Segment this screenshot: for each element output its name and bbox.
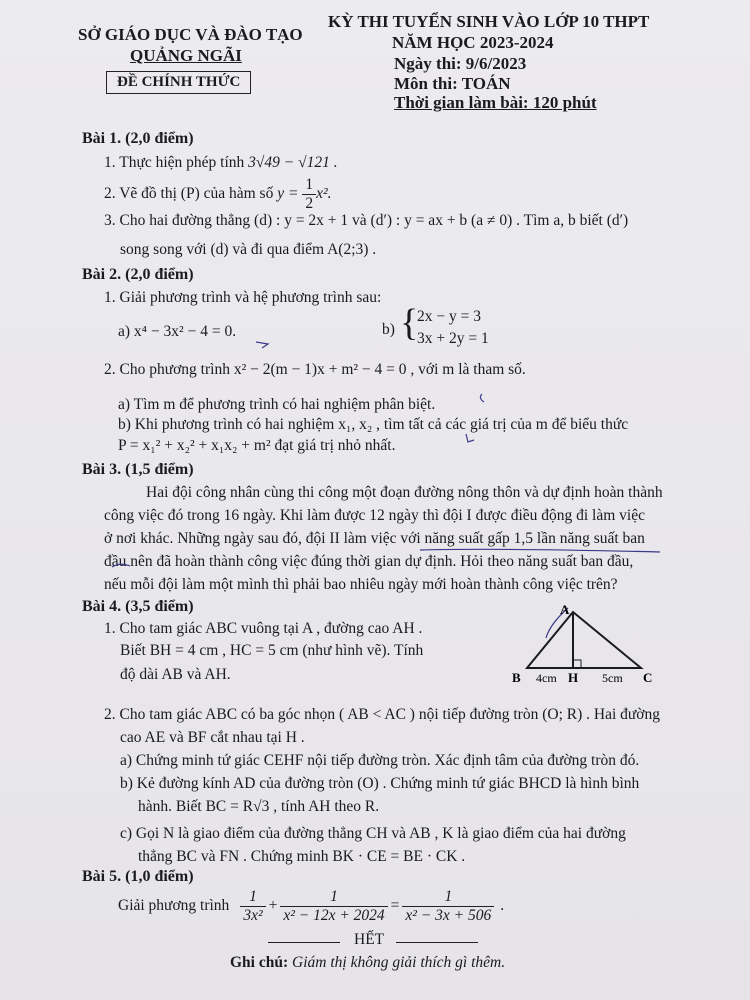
bai2-q2b-expr: P = x₁² + x₂² + x₁x₂ + m² đạt giá trị nhỏ nhất.: [118, 437, 396, 454]
pen-underline-1: [420, 549, 660, 552]
bai4-q1-line3: độ dài AB và AH.: [120, 666, 231, 683]
label-c: C: [643, 670, 653, 685]
bai3-line2: công việc đó trong 16 ngày. Khi làm được 12 ngày thì đội I được điều động đi làm việc: [104, 507, 645, 524]
bai4-q2b-line2: hành. Biết BC = R√3 , tính AH theo R.: [138, 798, 380, 815]
bai3-line4: đầu nên đã hoàn thành công việc đúng thời gian dự định. Hỏi theo năng suất ban đầu,: [104, 553, 634, 570]
label-hc: 5cm: [602, 671, 623, 685]
exam-duration: Thời gian làm bài: 120 phút: [394, 93, 597, 112]
bai5-equation: Giải phương trình $\frac{1}{\text{3x²}}$ + $\frac{1}{\text{x² − 12x + 2024}}$ = $\frac{1}{\text{x² − 3x + 506}}$ .: [118, 887, 505, 924]
bai1-q2: 2. Vẽ đồ thị (P) của hàm số y = $\frac{1}{2}$ x².: [104, 176, 332, 212]
bai4-q1-line2: Biết BH = 4 cm , HC = 5 cm (như hình vẽ). Tính: [120, 642, 424, 659]
end-text: HẾT: [354, 931, 385, 948]
bai2-eq1: 2x − y = 3: [417, 308, 481, 325]
bai2-q2: 2. Cho phương trình x² − 2(m − 1)x + m² − 4 = 0 , với m là tham số.: [104, 361, 526, 378]
bai4-q1-line1: 1. Cho tam giác ABC vuông tại A , đường cao AH .: [104, 620, 423, 637]
bai2-q1: 1. Giải phương trình và hệ phương trình sau:: [104, 289, 382, 306]
province-name: QUẢNG NGÃI: [130, 46, 242, 65]
label-h: H: [568, 670, 579, 685]
bai1-q3: 3. Cho hai đường thẳng (d) : y = 2x + 1 và (d′) : y = ax + b (a ≠ 0) . Tìm a, b biết (d′): [104, 212, 629, 229]
fraction: $\frac{1}{2}$: [302, 176, 316, 213]
bai2-q2a: a) Tìm m để phương trình có hai nghiệm phân biệt.: [118, 396, 436, 413]
pen-check-1: [256, 342, 268, 348]
fraction-3: $\frac{1}{\text{x² − 3x + 506}}$: [402, 888, 494, 925]
bai4-q2c-line2: thẳng BC và FN . Chứng minh BK · CE = BE · CK .: [138, 848, 466, 865]
bai4-q2c-line1: c) Gọi N là giao điểm của đường thẳng CH và AB , K là giao điểm của hai đường: [120, 825, 626, 842]
fraction-1: $\frac{1}{\text{3x²}}$: [240, 888, 265, 925]
pen-underline-2: [112, 564, 130, 567]
official-exam-label: ĐỀ CHÍNH THỨC: [106, 71, 251, 94]
bai3-line1: Hai đội công nhân cùng thi công một đoạn đường nông thôn và dự định hoàn thành: [146, 484, 663, 501]
bai2-q2b: b) Khi phương trình có hai nghiệm x₁, x₂ , tìm tất cả các giá trị của m để biểu thức: [118, 416, 629, 433]
school-year: NĂM HỌC 2023-2024: [392, 33, 554, 52]
bai4-q2b-line1: b) Kẻ đường kính AD của đường tròn (O) . Chứng minh tứ giác BHCD là hình bình: [120, 775, 640, 792]
system-brace: {: [400, 302, 419, 344]
label-b: B: [512, 670, 521, 685]
pen-check-2: [480, 394, 484, 402]
bai5-title: Bài 5. (1,0 điểm): [82, 868, 194, 885]
bai2-eq2: 3x + 2y = 1: [417, 330, 489, 347]
bai4-title: Bài 4. (3,5 điểm): [82, 598, 194, 615]
exam-name: KỲ THI TUYỂN SINH VÀO LỚP 10 THPT: [328, 12, 650, 31]
bai3-line3: ở nơi khác. Những ngày sau đó, đội II làm việc với năng suất gấp 1,5 lần năng suất ban: [104, 530, 645, 547]
bai2-title: Bài 2. (2,0 điểm): [82, 266, 194, 283]
footer-note: Ghi chú: Giám thị không giải thích gì thêm.: [230, 954, 506, 971]
bai4-q2-line2: cao AE và BF cắt nhau tại H .: [120, 729, 305, 746]
bai2-q1b-label: b): [382, 321, 395, 338]
bai1-q1: 1. Thực hiện phép tính 3√49 − √121 .: [104, 154, 338, 171]
label-a: A: [560, 602, 570, 617]
bai3-line5: nếu mỗi đội làm một mình thì phải bao nhiêu ngày mới hoàn thành công việc trên?: [104, 576, 618, 593]
bai3-title: Bài 3. (1,5 điểm): [82, 461, 194, 478]
pen-check-3: [466, 434, 474, 442]
bai4-q2-line1: 2. Cho tam giác ABC có ba góc nhọn ( AB < AC ) nội tiếp đường tròn (O; R) . Hai đường: [104, 706, 660, 723]
bai2-q1a: a) x⁴ − 3x² − 4 = 0.: [118, 323, 237, 340]
bai1-q3-cont: song song với (d) và đi qua điểm A(2;3) .: [120, 241, 377, 258]
bai1-title: Bài 1. (2,0 điểm): [82, 130, 194, 147]
fraction-2: $\frac{1}{\text{x² − 12x + 2024}}$: [280, 888, 387, 925]
department-name: SỞ GIÁO DỤC VÀ ĐÀO TẠO: [78, 25, 303, 44]
label-bh: 4cm: [536, 671, 557, 685]
exam-date: Ngày thi: 9/6/2023: [394, 54, 527, 73]
bai4-q2a: a) Chứng minh tứ giác CEHF nội tiếp đường tròn. Xác định tâm của đường tròn đó.: [120, 752, 640, 769]
exam-subject: Môn thi: TOÁN: [394, 74, 511, 93]
